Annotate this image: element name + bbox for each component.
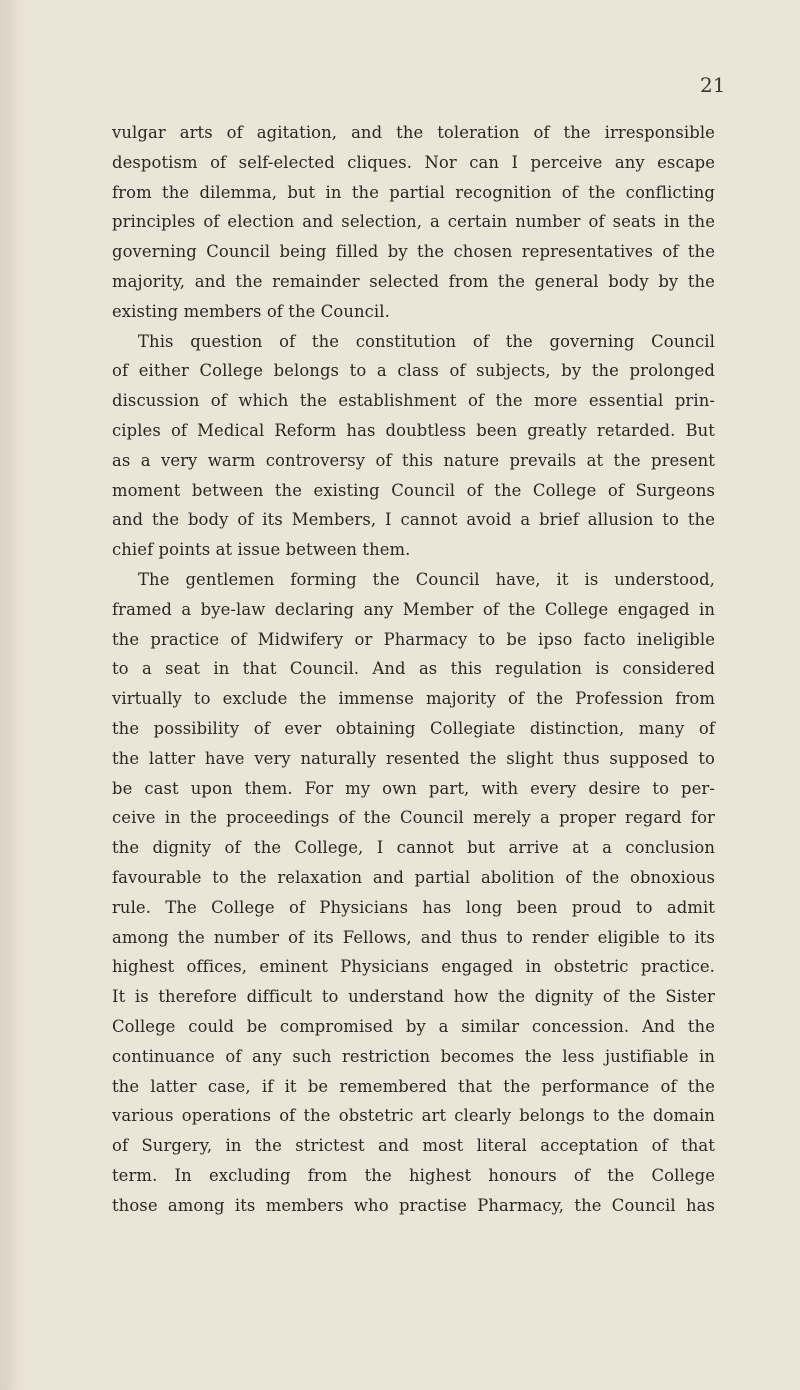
- text-line: from the dilemma, but in the partial recognition of the conflicting: [112, 182, 715, 202]
- body-text: [112, 118, 715, 1220]
- text-line: existing members of the Council.: [112, 301, 390, 321]
- text-line: highest offices, eminent Physicians engaged in obstetric practice.: [112, 957, 715, 977]
- text-line: various operations of the obstetric art clearly belongs to the domain: [112, 1106, 715, 1126]
- text-line: discussion of which the establishment of the more essential prin-: [112, 391, 715, 411]
- text-line: to a seat in that Council. And as this regulation is considered: [112, 659, 715, 679]
- text-line: chief points at issue between them.: [112, 540, 411, 560]
- paragraph-start-line: The gentlemen forming the Council have, it is understood,: [138, 569, 715, 589]
- text-line: be cast upon them. For my own part, with every desire to per-: [112, 778, 715, 798]
- text-line: the latter have very naturally resented the slight thus supposed to: [112, 748, 715, 768]
- page-number: 21: [700, 73, 726, 97]
- text-line: those among its members who practise Pharmacy, the Council has: [112, 1195, 715, 1215]
- text-line: vulgar arts of agitation, and the toleration of the irresponsible: [112, 123, 715, 142]
- text-line: among the number of its Fellows, and thus to render eligible to its: [112, 927, 715, 947]
- text-line: College could be compromised by a similar concession. And the: [112, 1016, 715, 1036]
- text-line: and the body of its Members, I cannot avoid a brief allusion to the: [112, 510, 715, 530]
- text-line: continuance of any such restriction becomes the less justifiable in: [112, 1046, 715, 1066]
- text-line: despotism of self-elected cliques. Nor can I perceive any escape: [112, 152, 715, 172]
- paragraph-start-line: This question of the constitution of the governing Council: [138, 331, 715, 351]
- text-line: of Surgery, in the strictest and most literal acceptation of that: [112, 1136, 715, 1156]
- text-line: as a very warm controversy of this nature prevails at the present: [112, 450, 715, 470]
- text-line: principles of election and selection, a certain number of seats in the: [112, 212, 715, 232]
- text-line: favourable to the relaxation and partial abolition of the obnoxious: [112, 867, 715, 887]
- text-line: framed a bye-law declaring any Member of the College engaged in: [112, 599, 715, 619]
- text-line: moment between the existing Council of the College of Surgeons: [112, 480, 715, 500]
- text-line: term. In excluding from the highest honours of the College: [112, 1165, 715, 1185]
- text-line: governing Council being filled by the chosen representatives of the: [112, 242, 715, 262]
- text-line: the latter case, if it be remembered that the performance of the: [112, 1076, 715, 1096]
- text-line: the possibility of ever obtaining Collegiate distinction, many of: [112, 718, 715, 738]
- text-line: virtually to exclude the immense majority of the Profession from: [112, 689, 715, 709]
- text-line: of either College belongs to a class of subjects, by the prolonged: [112, 361, 715, 381]
- text-line: majority, and the remainder selected from the general body by the: [112, 271, 715, 291]
- text-line: rule. The College of Physicians has long been proud to admit: [112, 897, 715, 917]
- text-line: ciples of Medical Reform has doubtless been greatly retarded. But: [112, 420, 715, 440]
- text-line: the practice of Midwifery or Pharmacy to be ipso facto ineligible: [112, 629, 715, 649]
- text-line: ceive in the proceedings of the Council merely a proper regard for: [112, 808, 715, 828]
- text-line: the dignity of the College, I cannot but arrive at a conclusion: [112, 838, 715, 858]
- text-line: It is therefore difficult to understand how the dignity of the Sister: [112, 987, 715, 1007]
- page-gutter-shadow: [0, 0, 26, 1390]
